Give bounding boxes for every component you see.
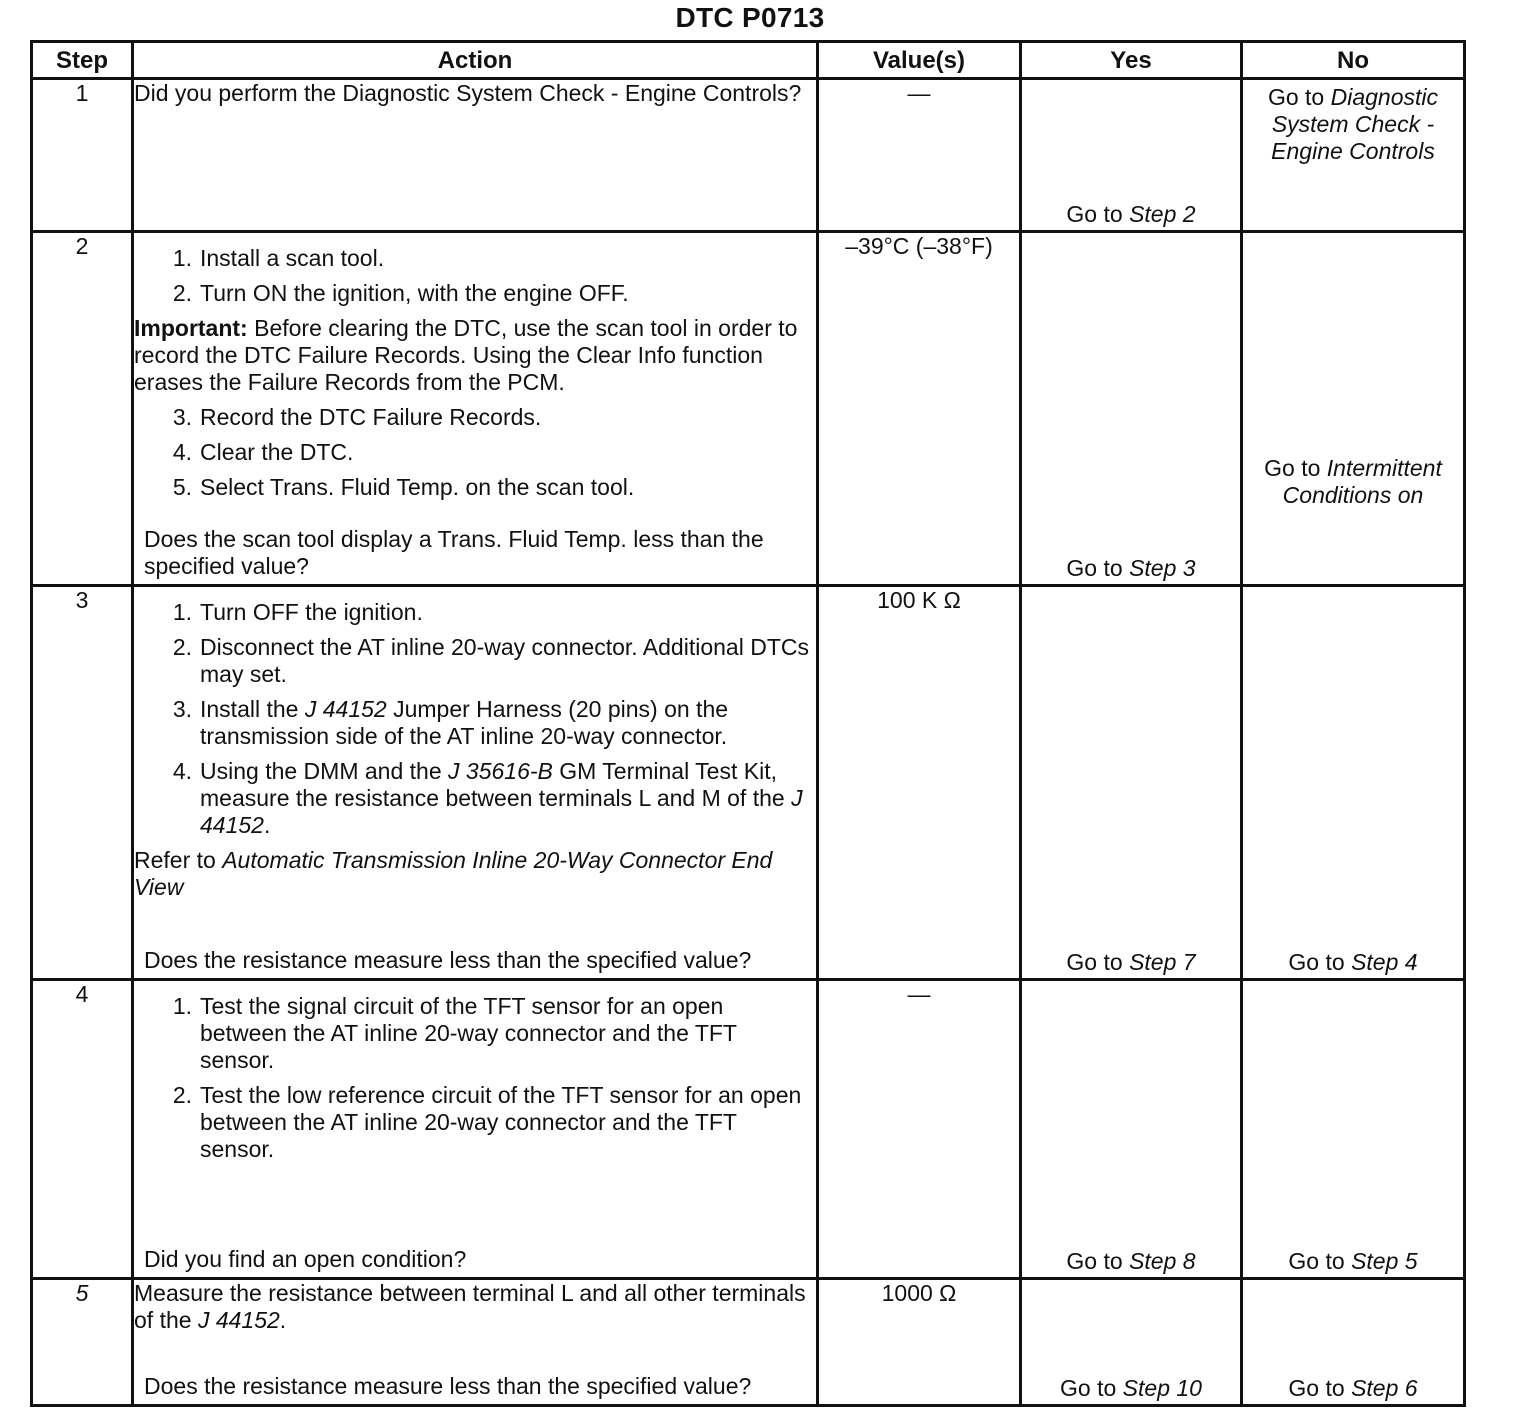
header-yes: Yes <box>1021 42 1242 79</box>
header-values: Value(s) <box>818 42 1021 79</box>
table-row-step-4 <box>32 980 1465 1279</box>
list-item: 4. Using the DMM and the J 35616-B GM Terminal Test Kit, measure the resistance between terminals L and M of the J 44152. <box>172 758 803 838</box>
tool-ref: J 44152 <box>200 785 803 838</box>
no-goto[interactable] <box>1243 1248 1463 1275</box>
no-target-link[interactable]: Intermittent Conditions on <box>1282 455 1442 508</box>
refer-note: Refer to Automatic Transmission Inline 20-Way Connector End View <box>134 847 773 900</box>
question-text: Does the resistance measure less than the specified value? <box>144 947 752 973</box>
step-number: 1 <box>32 79 133 232</box>
instruction-list <box>134 245 816 307</box>
yes-cell <box>1021 586 1242 980</box>
list-item: 4. Clear the DTC. <box>172 439 354 465</box>
tool-ref: J 35616-B <box>448 758 553 784</box>
value-cell: –39°C (–38°F) <box>818 232 1021 586</box>
header-row <box>32 42 1465 79</box>
value-cell: 100 K Ω <box>818 586 1021 980</box>
no-cell <box>1242 79 1465 232</box>
no-goto[interactable] <box>1243 455 1463 509</box>
no-cell <box>1242 1279 1465 1406</box>
yes-cell <box>1021 1279 1242 1406</box>
list-item: 1. Test the signal circuit of the TFT sensor for an open between the AT inline 20-way connector and the TFT sensor. <box>172 993 737 1073</box>
goto-label: Go to <box>1288 1375 1345 1401</box>
goto-label: Go to <box>1066 555 1123 581</box>
yes-goto[interactable] <box>1022 201 1240 228</box>
goto-label: Go to <box>1066 1248 1123 1274</box>
tool-ref: J 44152 <box>197 1307 280 1333</box>
action-cell <box>133 232 818 586</box>
no-target-link[interactable]: Diagnostic System Check - Engine Controls <box>1271 84 1439 164</box>
action-cell <box>133 586 818 980</box>
instruction-list <box>134 599 816 839</box>
yes-goto[interactable] <box>1022 1248 1240 1275</box>
header-step: Step <box>32 42 133 79</box>
yes-target-link[interactable]: Step 10 <box>1122 1375 1202 1401</box>
yes-goto[interactable] <box>1022 1375 1240 1402</box>
table-row-step-2 <box>32 232 1465 586</box>
no-target-link[interactable]: Step 4 <box>1351 949 1418 975</box>
yes-target-link[interactable]: Step 8 <box>1129 1248 1196 1274</box>
important-label: Important: <box>134 315 248 341</box>
list-item: 2. Disconnect the AT inline 20-way connector. Additional DTCs may set. <box>172 634 809 687</box>
question-text: Does the resistance measure less than the specified value? <box>144 1373 752 1399</box>
table-row-step-3 <box>32 586 1465 980</box>
yes-cell <box>1021 980 1242 1279</box>
action-cell <box>133 980 818 1279</box>
list-item: 2. Turn ON the ignition, with the engine OFF. <box>172 280 629 306</box>
yes-target-link[interactable]: Step 7 <box>1129 949 1196 975</box>
list-item: 1. Turn OFF the ignition. <box>172 599 423 625</box>
instruction-list <box>134 993 816 1163</box>
list-item: 5. Select Trans. Fluid Temp. on the scan tool. <box>172 474 635 500</box>
list-item: 1. Install a scan tool. <box>172 245 385 271</box>
no-goto[interactable] <box>1243 80 1463 165</box>
value-cell: 1000 Ω <box>818 1279 1021 1406</box>
diagnostic-table <box>30 40 1466 1407</box>
instruction-list <box>134 404 816 501</box>
question-text: Does the scan tool display a Trans. Fluid Temp. less than the specified value? <box>144 526 764 579</box>
goto-label: Go to <box>1060 1375 1117 1401</box>
refer-link[interactable]: Automatic Transmission Inline 20-Way Connector End View <box>134 847 773 900</box>
no-target-link[interactable]: Step 5 <box>1351 1248 1418 1274</box>
yes-goto[interactable] <box>1022 949 1240 976</box>
step-number: 5 <box>32 1279 133 1406</box>
list-item: 3. Install the J 44152 Jumper Harness (20 pins) on the transmission side of the AT inline 20-way connector. <box>172 696 729 749</box>
no-cell <box>1242 980 1465 1279</box>
no-cell <box>1242 232 1465 586</box>
yes-cell <box>1021 232 1242 586</box>
list-item: 3. Record the DTC Failure Records. <box>172 404 542 430</box>
no-goto[interactable] <box>1243 1375 1463 1402</box>
goto-label: Go to <box>1288 1248 1345 1274</box>
goto-label: Go to <box>1264 455 1321 481</box>
header-action: Action <box>133 42 818 79</box>
step-number: 4 <box>32 980 133 1279</box>
yes-cell <box>1021 79 1242 232</box>
action-cell <box>133 79 818 232</box>
step-number: 3 <box>32 586 133 980</box>
value-cell: — <box>818 79 1021 232</box>
step-number: 2 <box>32 232 133 586</box>
no-target-link[interactable]: Step 6 <box>1351 1375 1418 1401</box>
value-cell: — <box>818 980 1021 1279</box>
tool-ref: J 44152 <box>304 696 387 722</box>
list-item: 2. Test the low reference circuit of the TFT sensor for an open between the AT inline 20-way connector and the TFT sensor. <box>172 1082 802 1162</box>
no-cell <box>1242 586 1465 980</box>
important-note <box>134 315 816 396</box>
goto-label: Go to <box>1288 949 1345 975</box>
yes-target-link[interactable]: Step 3 <box>1129 555 1196 581</box>
action-cell <box>133 1279 818 1406</box>
goto-label: Go to <box>1267 84 1325 110</box>
header-no: No <box>1242 42 1465 79</box>
table-row-step-5 <box>32 1279 1465 1406</box>
table-row-step-1 <box>32 79 1465 232</box>
important-text: Before clearing the DTC, use the scan tool in order to record the DTC Failure Records. Using the Clear Info function erases the Failure Records from the PCM. <box>134 315 798 395</box>
page-title: DTC P0713 <box>675 2 825 33</box>
goto-label: Go to <box>1066 201 1123 227</box>
yes-goto[interactable] <box>1022 555 1240 582</box>
goto-label: Go to <box>1066 949 1123 975</box>
question-text: Did you find an open condition? <box>144 1246 467 1272</box>
action-text: Measure the resistance between terminal L and all other terminals of the J 44152. <box>134 1280 806 1333</box>
yes-target-link[interactable]: Step 2 <box>1129 201 1196 227</box>
no-goto[interactable] <box>1243 949 1463 976</box>
action-text: Did you perform the Diagnostic System Check - Engine Controls? <box>134 80 802 106</box>
